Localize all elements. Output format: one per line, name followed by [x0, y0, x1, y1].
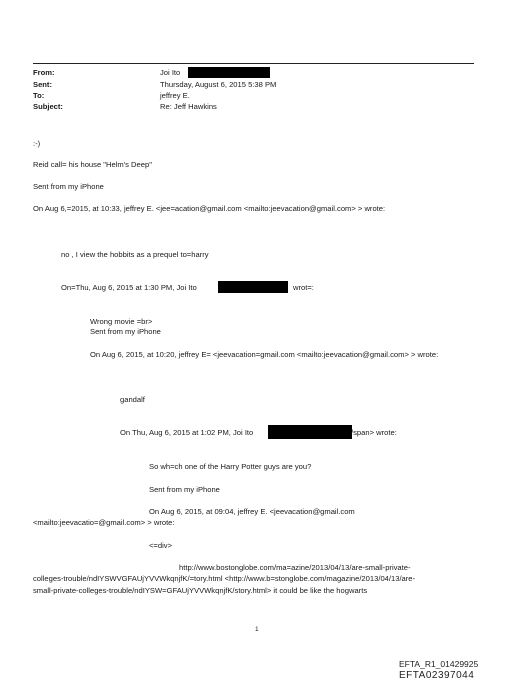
sent-value: Thursday, August 6, 2015 5:38 PM	[160, 80, 277, 89]
redaction-box	[188, 67, 270, 78]
redaction-box	[218, 281, 288, 293]
quote-header: On Aug 6, 2015, at 10:20, jeffrey E= <jeevacation=gmail.com <mailto:jeevacation@gmail.com> > wrote:	[90, 350, 439, 359]
quote-header: On Aug 6, 2015, at 09:04, jeffrey E. <jeevacation@gmail.com	[149, 507, 355, 516]
bates-number-secondary: EFTA02397044	[399, 670, 475, 681]
body-line: Wrong movie =br>	[90, 317, 153, 326]
body-line: no , I view the hobbits as a prequel to=harry	[61, 250, 209, 259]
to-label: To:	[33, 91, 45, 100]
from-value: Joi Ito	[160, 68, 181, 77]
quote-header: On Thu, Aug 6, 2015 at 1:02 PM, Joi Ito	[120, 428, 254, 437]
body-line: Reid call= his house "Helm's Deep"	[33, 160, 152, 169]
body-line: gandalf	[120, 395, 145, 404]
to-value: jeffrey E.	[160, 91, 190, 100]
subject-value: Re: Jeff Hawkins	[160, 102, 217, 111]
quote-header: On=Thu, Aug 6, 2015 at 1:30 PM, Joi Ito	[61, 283, 197, 292]
sent-label: Sent:	[33, 80, 52, 89]
body-line: :-)	[33, 139, 41, 148]
quote-header-end: /span> wrote:	[351, 428, 397, 437]
body-line: So wh=ch one of the Harry Potter guys are you?	[149, 462, 312, 471]
header-rule	[33, 63, 474, 64]
quote-header-end: wrot=:	[293, 283, 314, 292]
from-label: From:	[33, 68, 55, 77]
body-line: Sent from my iPhone	[33, 182, 104, 191]
redaction-box	[268, 425, 352, 439]
body-line: <=div>	[149, 541, 173, 550]
quote-header: On Aug 6,=2015, at 10:33, jeffrey E. <jee=acation@gmail.com <mailto:jeevacation@gmail.com> > wrote:	[33, 204, 386, 213]
page-number: 1	[255, 626, 259, 633]
body-line: Sent from my iPhone	[149, 485, 220, 494]
link-text: colleges-trouble/ndIYSWVGFAUjYVVWkqnjfK/=tory.html <http://www.b=stonglobe.com/magazine/2013/04/13/are-	[33, 574, 416, 583]
quote-header: <mailto:jeevacatio=@gmail.com> > wrote:	[33, 518, 175, 527]
body-line: Sent from my iPhone	[90, 327, 161, 336]
bates-number-primary: EFTA_R1_01429925	[399, 659, 479, 669]
subject-label: Subject:	[33, 102, 63, 111]
link-text: http://www.bostonglobe.com/ma=azine/2013/04/13/are-small-private-	[179, 563, 411, 572]
link-text: small-private-colleges-trouble/ndIYSW=GFAUjYVVWkqnjfK/story.html> it could be like the hogwarts	[33, 586, 368, 595]
